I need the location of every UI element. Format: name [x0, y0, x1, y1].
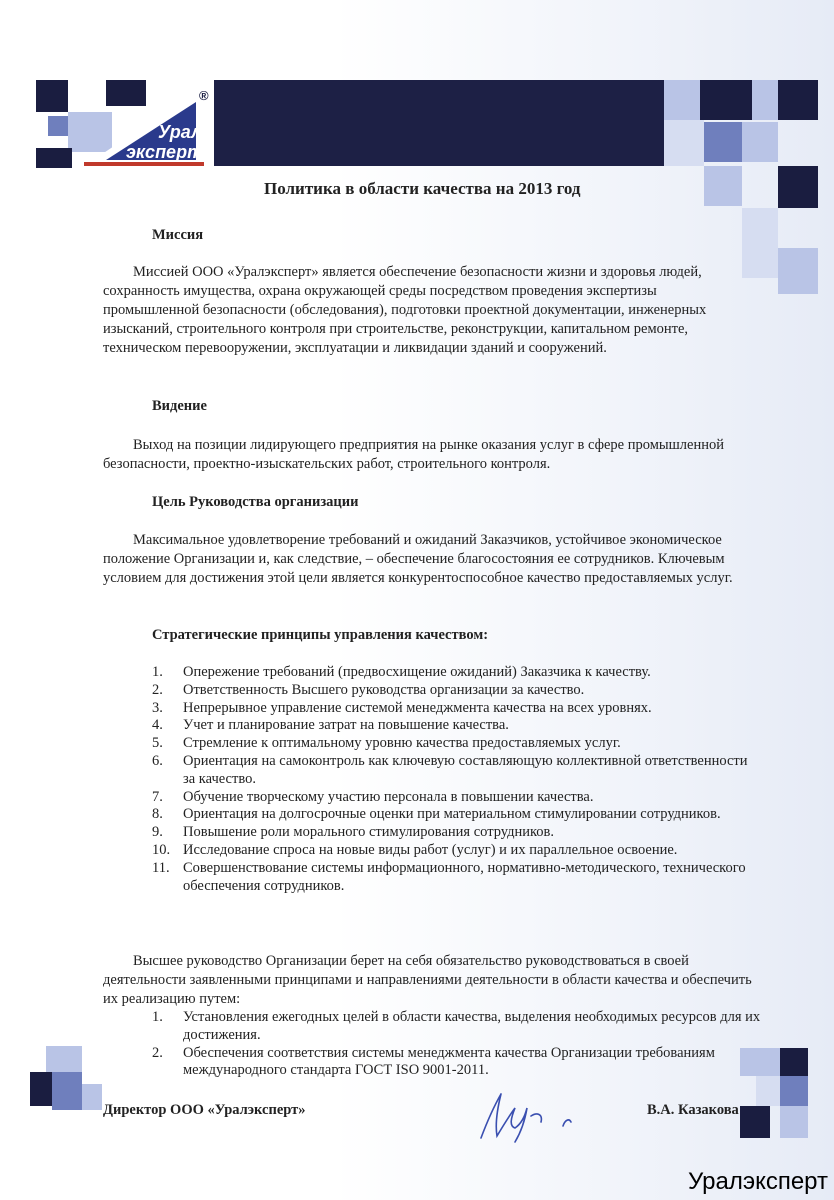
principles-heading: Стратегические принципы управления качеством:: [152, 627, 489, 643]
list-item: 7. Обучение творческому участию персонала в повышении качества.: [152, 788, 594, 805]
vision-text-body: Выход на позиции лидирующего предприятия на рынке оказания услуг в сфере промышленной безопасности, проектно-изыскательских работ, строительного контроля.: [103, 437, 725, 472]
decor-square: [704, 166, 742, 206]
decor-square: [778, 166, 818, 208]
decor-square: [52, 1072, 82, 1110]
signer-name: В.А. Казакова: [647, 1102, 739, 1118]
decor-square: [36, 80, 68, 112]
decor-square: [778, 248, 818, 294]
goal-text: [103, 531, 753, 588]
decor-square: [780, 1106, 808, 1138]
list-item: 6. Ориентация на самоконтроль как ключевую составляющую коллективной ответственности за качество.: [152, 752, 748, 787]
list-item: 3. Непрерывное управление системой менеджмента качества на всех уровнях.: [152, 699, 652, 716]
mission-text-body: Миссией ООО «Уралэксперт» является обеспечение безопасности жизни и здоровья людей, сохранность имущества, охрана окружающей среды посредством проведения экспертизы промышленной безопасности (обследования), подготовки проектной документации, инженерных изысканий, строительного контроля при строительстве, реконструкции, капитальном ремонте, техническом перевооружении, эксплуатации и ликвидации зданий и сооружений.: [103, 264, 707, 356]
list-item: 8. Ориентация на долгосрочные оценки при материальном стимулировании сотрудников.: [152, 806, 721, 823]
decor-square: [664, 120, 704, 166]
decor-square: [30, 1072, 52, 1106]
list-item: 10. Исследование спроса на новые виды работ (услуг) и их параллельное освоение.: [152, 841, 678, 858]
list-item: 1. Опережение требований (предвосхищение ожиданий) Заказчика к качеству.: [152, 664, 651, 680]
list-item: 2. Обеспечения соответствия системы менеджмента качества Организации требованиям международного стандарта ГОСТ ISO 9001-2011.: [152, 1044, 715, 1079]
list-item: 5. Стремление к оптимальному уровню качества предоставляемых услуг.: [152, 735, 621, 752]
decor-square: [48, 116, 68, 136]
list-item: 11. Совершенствование системы информационного, нормативно-методического, технического обеспечения сотрудников.: [152, 859, 746, 894]
decor-square: [664, 80, 700, 120]
handwritten-signature: [475, 1086, 585, 1146]
decor-square: [46, 1046, 82, 1072]
logo-line1: Урал: [158, 122, 203, 142]
decor-square: [756, 1076, 780, 1106]
uralexpert-logo: [84, 88, 214, 168]
header-band: [214, 80, 664, 166]
commitment-text: [103, 952, 753, 1009]
decor-square: [780, 1048, 808, 1076]
footer-caption: Уралэксперт: [687, 1168, 828, 1195]
registered-mark: ®: [199, 88, 209, 103]
principles-list: [103, 664, 763, 895]
decor-square: [780, 1076, 808, 1106]
decor-square: [740, 1106, 770, 1138]
document-title: Политика в области качества на 2013 год: [264, 179, 581, 198]
list-item: 2. Ответственность Высшего руководства организации за качество.: [152, 681, 585, 698]
mission-heading: Миссия: [152, 227, 204, 243]
goal-heading: Цель Руководства организации: [152, 494, 359, 510]
goal-text-body: Максимальное удовлетворение требований и ожиданий Заказчиков, устойчивое экономическое положение Организации и, как следствие, – обеспечение благосостояния ее сотрудников. Ключевым условием для достижения этой цели является конкурентоспособное качество предоставляемых услуг.: [103, 532, 733, 586]
decor-square: [752, 80, 778, 120]
list-item: 4. Учет и планирование затрат на повышение качества.: [152, 717, 509, 734]
mission-text: [103, 263, 753, 358]
decor-square: [778, 80, 818, 120]
commitment-list: [103, 1009, 763, 1080]
signer-position: Директор ООО «Уралэксперт»: [103, 1102, 306, 1118]
vision-heading: Видение: [152, 398, 207, 414]
logo-line2: эксперт: [126, 142, 204, 162]
commitment-text-body: Высшее руководство Организации берет на себя обязательство руководствоваться в своей деятельности заявленными принципами и направлениями деятельности в области качества и обеспечить их реализацию путем:: [103, 953, 752, 1007]
decor-square: [742, 208, 778, 248]
vision-text: [103, 436, 753, 474]
decor-square: [704, 122, 742, 162]
decor-square: [82, 1084, 102, 1110]
list-item: 1. Установления ежегодных целей в области качества, выделения необходимых ресурсов для их достижения.: [152, 1009, 761, 1043]
decor-square: [742, 122, 778, 162]
list-item: 9. Повышение роли морального стимулирования сотрудников.: [152, 824, 555, 841]
decor-square: [36, 148, 72, 168]
decor-square: [700, 80, 752, 120]
